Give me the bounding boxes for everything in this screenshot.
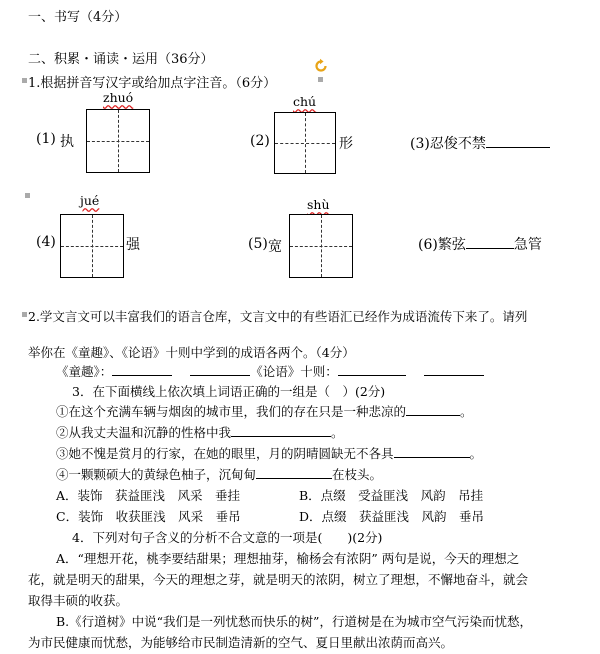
item2-number: (2) [250, 133, 270, 149]
section1-title: 一、书写（4分） [28, 10, 128, 25]
item6-word-after: 急管 [513, 237, 542, 253]
item3-word: 忍俊不禁 [429, 136, 486, 152]
item1-writing-box[interactable] [86, 109, 150, 173]
q2-lunyu-blank-1[interactable] [338, 375, 406, 376]
anchor-marker [22, 78, 27, 83]
item3-text [410, 133, 550, 153]
q2-tongqu-blank-2[interactable] [190, 375, 250, 376]
q4-option-a-line1: A．“理想开花，桃李要结甜果；理想抽芽，榆杨会有浓阴” 两句是说，今天的理想之 [56, 551, 520, 566]
item1-char-before: 执 [60, 134, 74, 150]
q3-prompt: 3．在下面横线上依次填上词语正确的一组是（ ）(2分) [72, 384, 386, 399]
q2-label-tongqu: 《童趣》： [56, 364, 113, 379]
q3-blank-3[interactable] [394, 457, 470, 458]
item1-number: (1) [36, 131, 56, 147]
item6-number: (6) [418, 237, 438, 253]
q3-option-b[interactable]: B．点缀 受益匪浅 风韵 吊挂 [299, 488, 484, 503]
item2-pinyin: chú [293, 94, 317, 109]
item1-pinyin: zhuó [103, 90, 134, 105]
section2-title: 二、积累・诵读・运用（36分） [28, 52, 214, 67]
q3-sentence-1: ①在这个充满车辆与烟囱的城市里，我们的存在只是一种悲凉的 。 [56, 404, 473, 419]
q2-label-lunyu: 《论语》十则： [250, 364, 338, 379]
item5-pinyin: shù [307, 197, 330, 212]
item3-answer-blank[interactable] [486, 147, 550, 148]
item6-text [418, 234, 542, 254]
q3-sentence-3: ③她不愧是赏月的行家，在她的眼里，月的阴晴圆缺无不各具 。 [56, 446, 483, 461]
refresh-icon[interactable] [313, 58, 329, 74]
item5-number: (5) [248, 236, 268, 252]
q3-option-a[interactable]: A．装饰 获益匪浅 风采 垂挂 [56, 488, 241, 503]
anchor-marker [25, 193, 30, 198]
q2-lunyu-blank-2[interactable] [424, 375, 484, 376]
q3-blank-4[interactable] [256, 478, 332, 479]
item5-char-before: 宽 [268, 239, 282, 255]
q3-sentence-2: ②从我丈夫温和沉静的性格中我 。 [56, 425, 344, 440]
item4-pinyin: jué [80, 193, 100, 208]
q3-sentence-4: ④一颗颗硕大的黄绿色柚子，沉甸甸 在枝头。 [56, 467, 383, 482]
item4-writing-box[interactable] [60, 214, 124, 278]
q3-option-c[interactable]: C．装饰 收获匪浅 风采 垂吊 [56, 509, 241, 524]
anchor-marker [22, 312, 27, 317]
item4-number: (4) [36, 234, 56, 250]
q3-blank-2[interactable] [231, 436, 331, 437]
q2-prompt-line1: 2.学文言文可以丰富我们的语言仓库，文言文中的有些语汇已经作为成语流传下来了。请列 [28, 309, 528, 324]
item6-answer-blank[interactable] [466, 248, 514, 249]
item6-word-before: 繁弦 [437, 237, 466, 253]
q2-prompt-line2: 举你在《童趣》、《论语》十则中学到的成语各两个。（4分） [28, 345, 355, 360]
item4-char-after: 强 [126, 237, 140, 253]
q2-tongqu-blank-1[interactable] [112, 375, 172, 376]
q4-option-b-line2: 为市民健康而忧愁，为能够给市民制造清新的空气、夏日里献出浓荫而高兴。 [28, 635, 454, 650]
anchor-marker [318, 77, 323, 82]
q2-answer-line [56, 362, 484, 380]
item2-char-after: 形 [339, 136, 353, 152]
item2-writing-box[interactable] [274, 112, 336, 174]
q3-option-d[interactable]: D．点缀 获益匪浅 风韵 垂吊 [299, 509, 485, 524]
q4-option-a-line3: 取得丰硕的收获。 [28, 593, 129, 608]
q4-option-b-line1: B.《行道树》中说“我们是一列忧愁而快乐的树”，行道树是在为城市空气污染而忧愁， [56, 614, 532, 629]
q4-option-a-line2: 花，就是明天的甜果，今天的理想之芽，就是明天的浓阴，树立了理想，不懈地奋斗，就会 [28, 572, 529, 587]
q4-prompt: 4．下列对句子含义的分析不合文意的一项是( )(2分) [72, 530, 383, 545]
q1-prompt: 1.根据拼音写汉字或给加点字注音。（6分） [28, 76, 277, 91]
q3-blank-1[interactable] [406, 415, 460, 416]
item5-writing-box[interactable] [289, 214, 353, 278]
item3-number: (3) [410, 136, 430, 152]
